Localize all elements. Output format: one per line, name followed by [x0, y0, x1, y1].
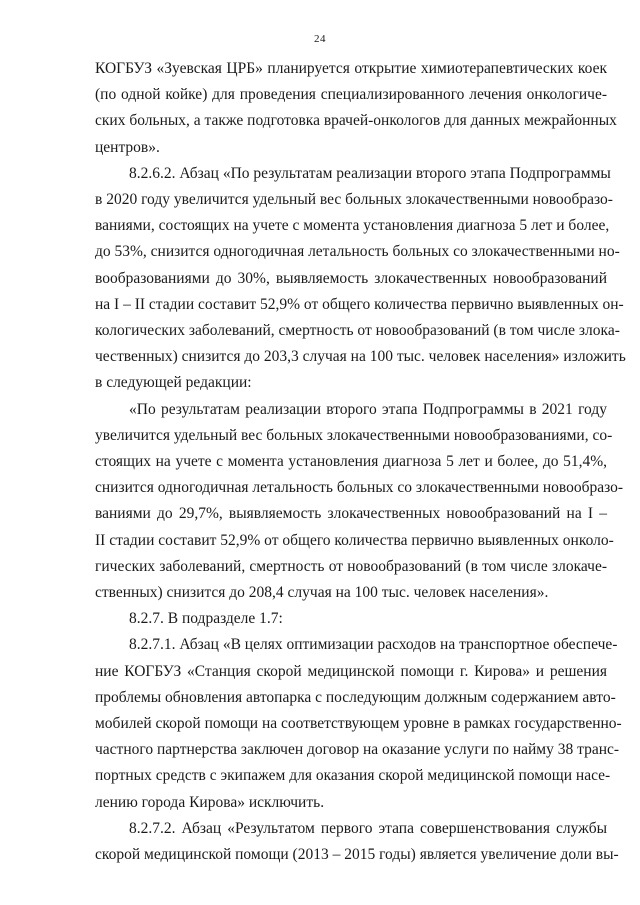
text-line: проблемы обновления автопарка с последующим должным содержанием авто- — [95, 688, 616, 706]
text-line: ственных) снизится до 208,4 случая на 100 тыс. человек населения». — [95, 584, 549, 601]
text-line: частного партнерства заключен договор на оказание услуги по найму 38 транс- — [95, 741, 620, 759]
text-line: ваниями до 29,7%, выявляемость злокачественных новообразований на I – — [95, 505, 607, 523]
text-line: увеличится удельный вес больных злокачественными новообразованиями, со- — [95, 426, 613, 444]
page-number: 24 — [314, 33, 326, 45]
text-line: на I – II стадии составит 52,9% от общего количества первично выявленных он- — [95, 295, 624, 313]
text-line: лению города Кирова» исключить. — [95, 793, 325, 811]
text-line: стоящих на учете с момента установления диагноза 5 лет и более, до 51,4%, — [95, 453, 607, 470]
text-line: «По результатам реализации второго этапа Подпрограммы в 2021 году — [129, 400, 607, 418]
text-line: снизится одногодичная летальность больных со злокачественными новообразо- — [95, 479, 624, 497]
text-line: до 53%, снизится одногодичная летальность больных со злокачественными но- — [95, 243, 620, 261]
text-line: ских больных, а также подготовка врачей-онкологов для данных межрайонных — [95, 112, 617, 130]
text-line: 8.2.7.1. Абзац «В целях оптимизации расходов на транспортное обеспече- — [129, 636, 618, 654]
text-line: вообразованиями до 30%, выявляемость злокачественных новообразований — [95, 269, 607, 287]
text-line: 8.2.7.2. Абзац «Результатом первого этапа совершенствования службы — [129, 819, 607, 837]
text-line: 8.2.7. В подразделе 1.7: — [129, 610, 283, 628]
text-line: гических заболеваний, смертность от новообразований (в том числе злокаче- — [95, 557, 607, 575]
text-line: центров». — [95, 138, 160, 156]
text-line: в следующей редакции: — [95, 374, 252, 392]
text-line: чественных) снизится до 203,3 случая на 100 тыс. человек населения» изложить — [95, 348, 626, 366]
text-line: мобилей скорой помощи на соответствующем уровне в рамках государственно- — [95, 715, 622, 732]
text-line: (по одной койке) для проведения специализированного лечения онкологиче- — [95, 86, 607, 104]
text-line: в 2020 году увеличится удельный вес больных злокачественными новообразо- — [95, 191, 613, 208]
text-line: кологических заболеваний, смертность от новообразований (в том числе злока- — [95, 322, 620, 339]
text-line: 8.2.6.2. Абзац «По результатам реализации второго этапа Подпрограммы — [129, 164, 611, 182]
text-line: ние КОГБУЗ «Станция скорой медицинской помощи г. Кирова» и решения — [95, 662, 607, 680]
text-line: ваниями, состоящих на учете с момента установления диагноза 5 лет и более, — [95, 217, 610, 235]
text-line: КОГБУЗ «Зуевская ЦРБ» планируется открытие химиотерапевтических коек — [95, 60, 607, 77]
text-line: портных средств с экипажем для оказания скорой медицинской помощи насе- — [95, 767, 611, 785]
text-line: II стадии составит 52,9% от общего количества первично выявленных онколо- — [95, 531, 614, 549]
text-line: скорой медицинской помощи (2013 – 2015 годы) является увеличение доли вы- — [95, 846, 619, 863]
